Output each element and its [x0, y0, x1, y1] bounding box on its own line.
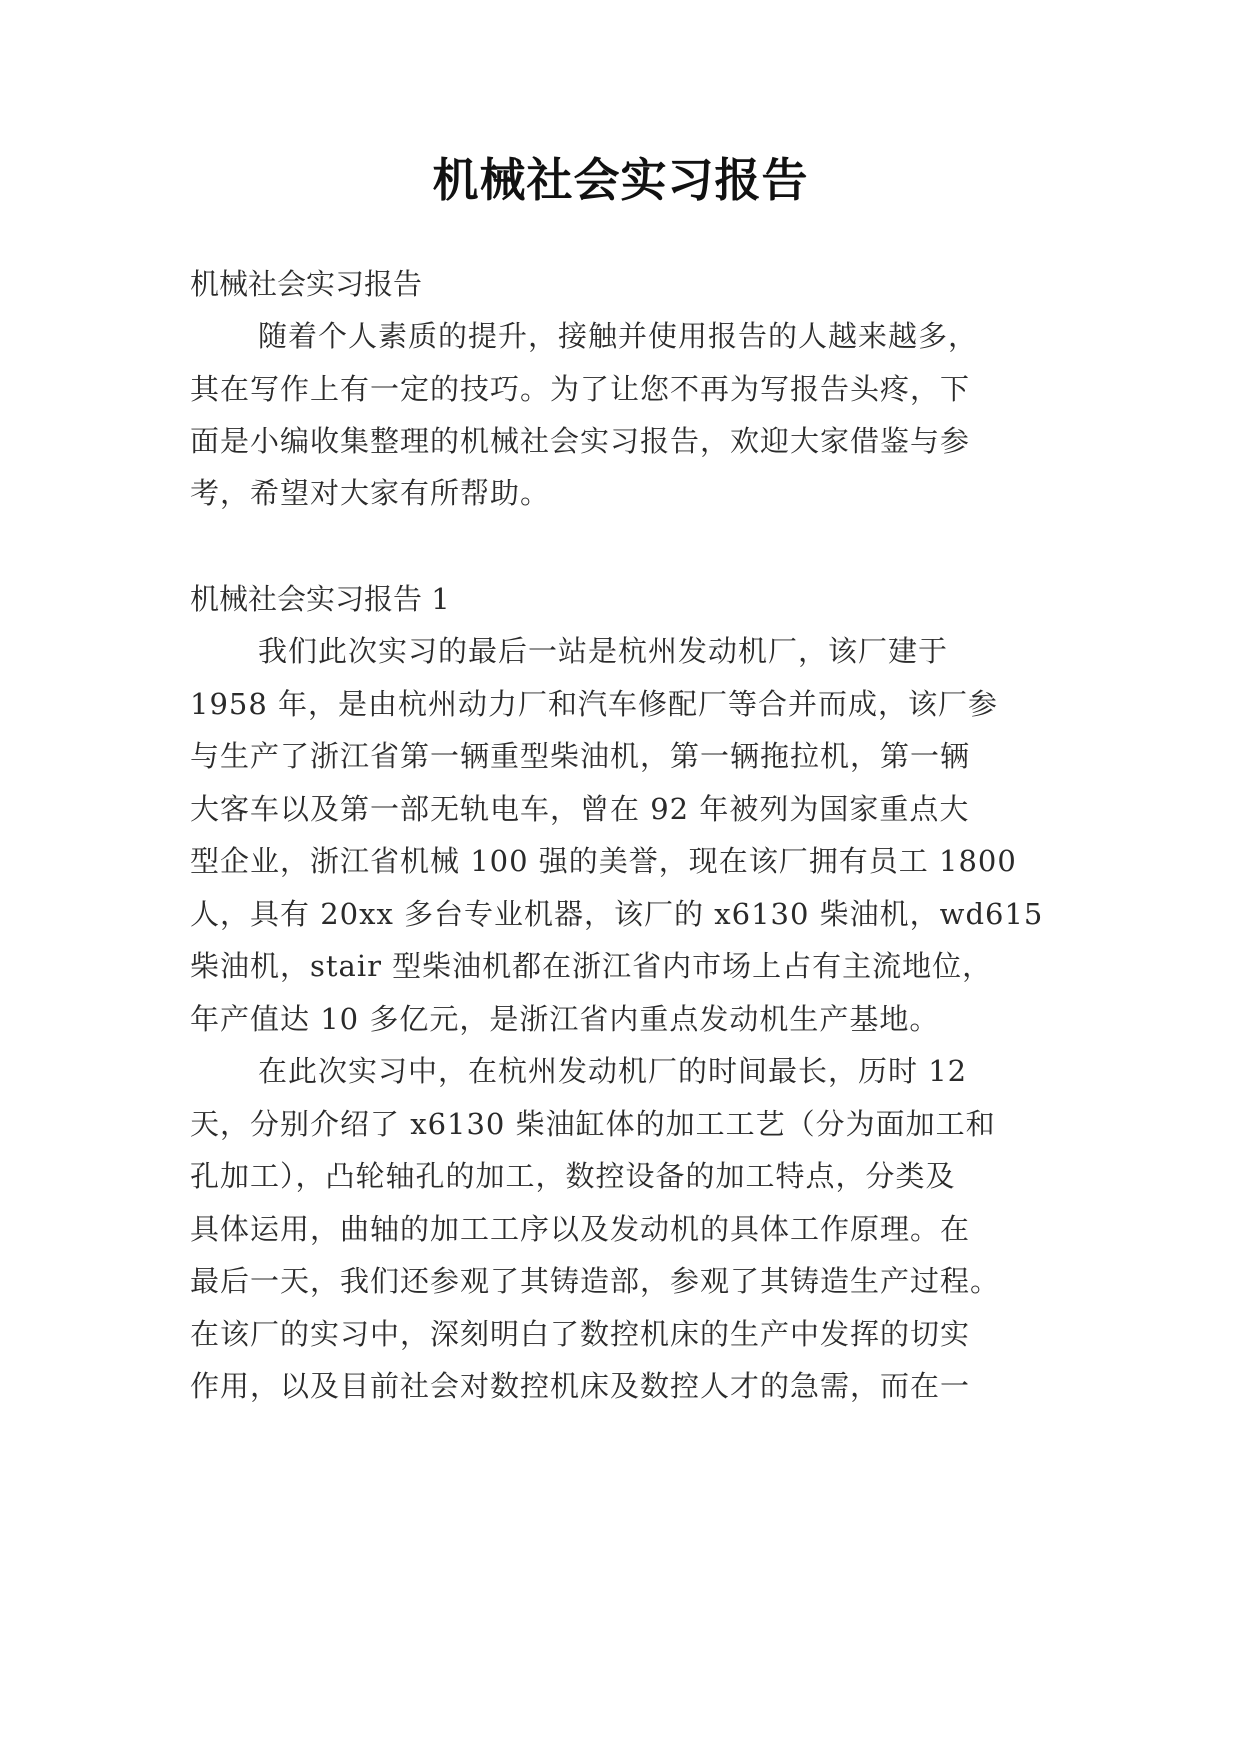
section1-p2-line: 最后一天，我们还参观了其铸造部，参观了其铸造生产过程。	[190, 1264, 1001, 1298]
section1-p2-line: 在此次实习中，在杭州发动机厂的时间最长，历时 12	[258, 1054, 968, 1088]
section1-p1-line: 型企业，浙江省机械 100 强的美誉，现在该厂拥有员工 1800	[190, 844, 1017, 878]
section1-heading: 机械社会实习报告 1	[190, 582, 450, 616]
section1-p1-line: 与生产了浙江省第一辆重型柴油机，第一辆拖拉机，第一辆	[190, 739, 971, 773]
section1-p2-line: 具体运用，曲轴的加工工序以及发动机的具体工作原理。在	[190, 1212, 971, 1246]
section1-p1-line: 1958 年，是由杭州动力厂和汽车修配厂等合并而成，该厂参	[190, 687, 999, 721]
section1-p1-line: 大客车以及第一部无轨电车，曾在 92 年被列为国家重点大	[190, 792, 970, 826]
intro-line: 其在写作上有一定的技巧。为了让您不再为写报告头疼，下	[190, 372, 971, 406]
section1-p2-line: 天，分别介绍了 x6130 柴油缸体的加工工艺（分为面加工和	[190, 1107, 996, 1141]
section1-p2-line: 孔加工），凸轮轴孔的加工，数控设备的加工特点，分类及	[190, 1159, 956, 1193]
section1-p1-line: 年产值达 10 多亿元，是浙江省内重点发动机生产基地。	[190, 1002, 940, 1036]
intro-line: 随着个人素质的提升，接触并使用报告的人越来越多，	[258, 319, 979, 353]
section1-p1-line: 我们此次实习的最后一站是杭州发动机厂，该厂建于	[258, 634, 949, 668]
intro-line: 考，希望对大家有所帮助。	[190, 476, 551, 510]
intro-line: 面是小编收集整理的机械社会实习报告，欢迎大家借鉴与参	[190, 424, 971, 458]
section1-p1-line: 柴油机，stair 型柴油机都在浙江省内市场上占有主流地位，	[190, 949, 993, 983]
intro-heading: 机械社会实习报告	[190, 267, 423, 301]
section1-p2-line: 作用，以及目前社会对数控机床及数控人才的急需，而在一	[190, 1369, 971, 1403]
document-title: 机械社会实习报告	[432, 153, 809, 207]
section1-p1-line: 人，具有 20xx 多台专业机器，该厂的 x6130 柴油机，wd615	[190, 897, 1044, 931]
section1-p2-line: 在该厂的实习中，深刻明白了数控机床的生产中发挥的切实	[190, 1317, 971, 1351]
